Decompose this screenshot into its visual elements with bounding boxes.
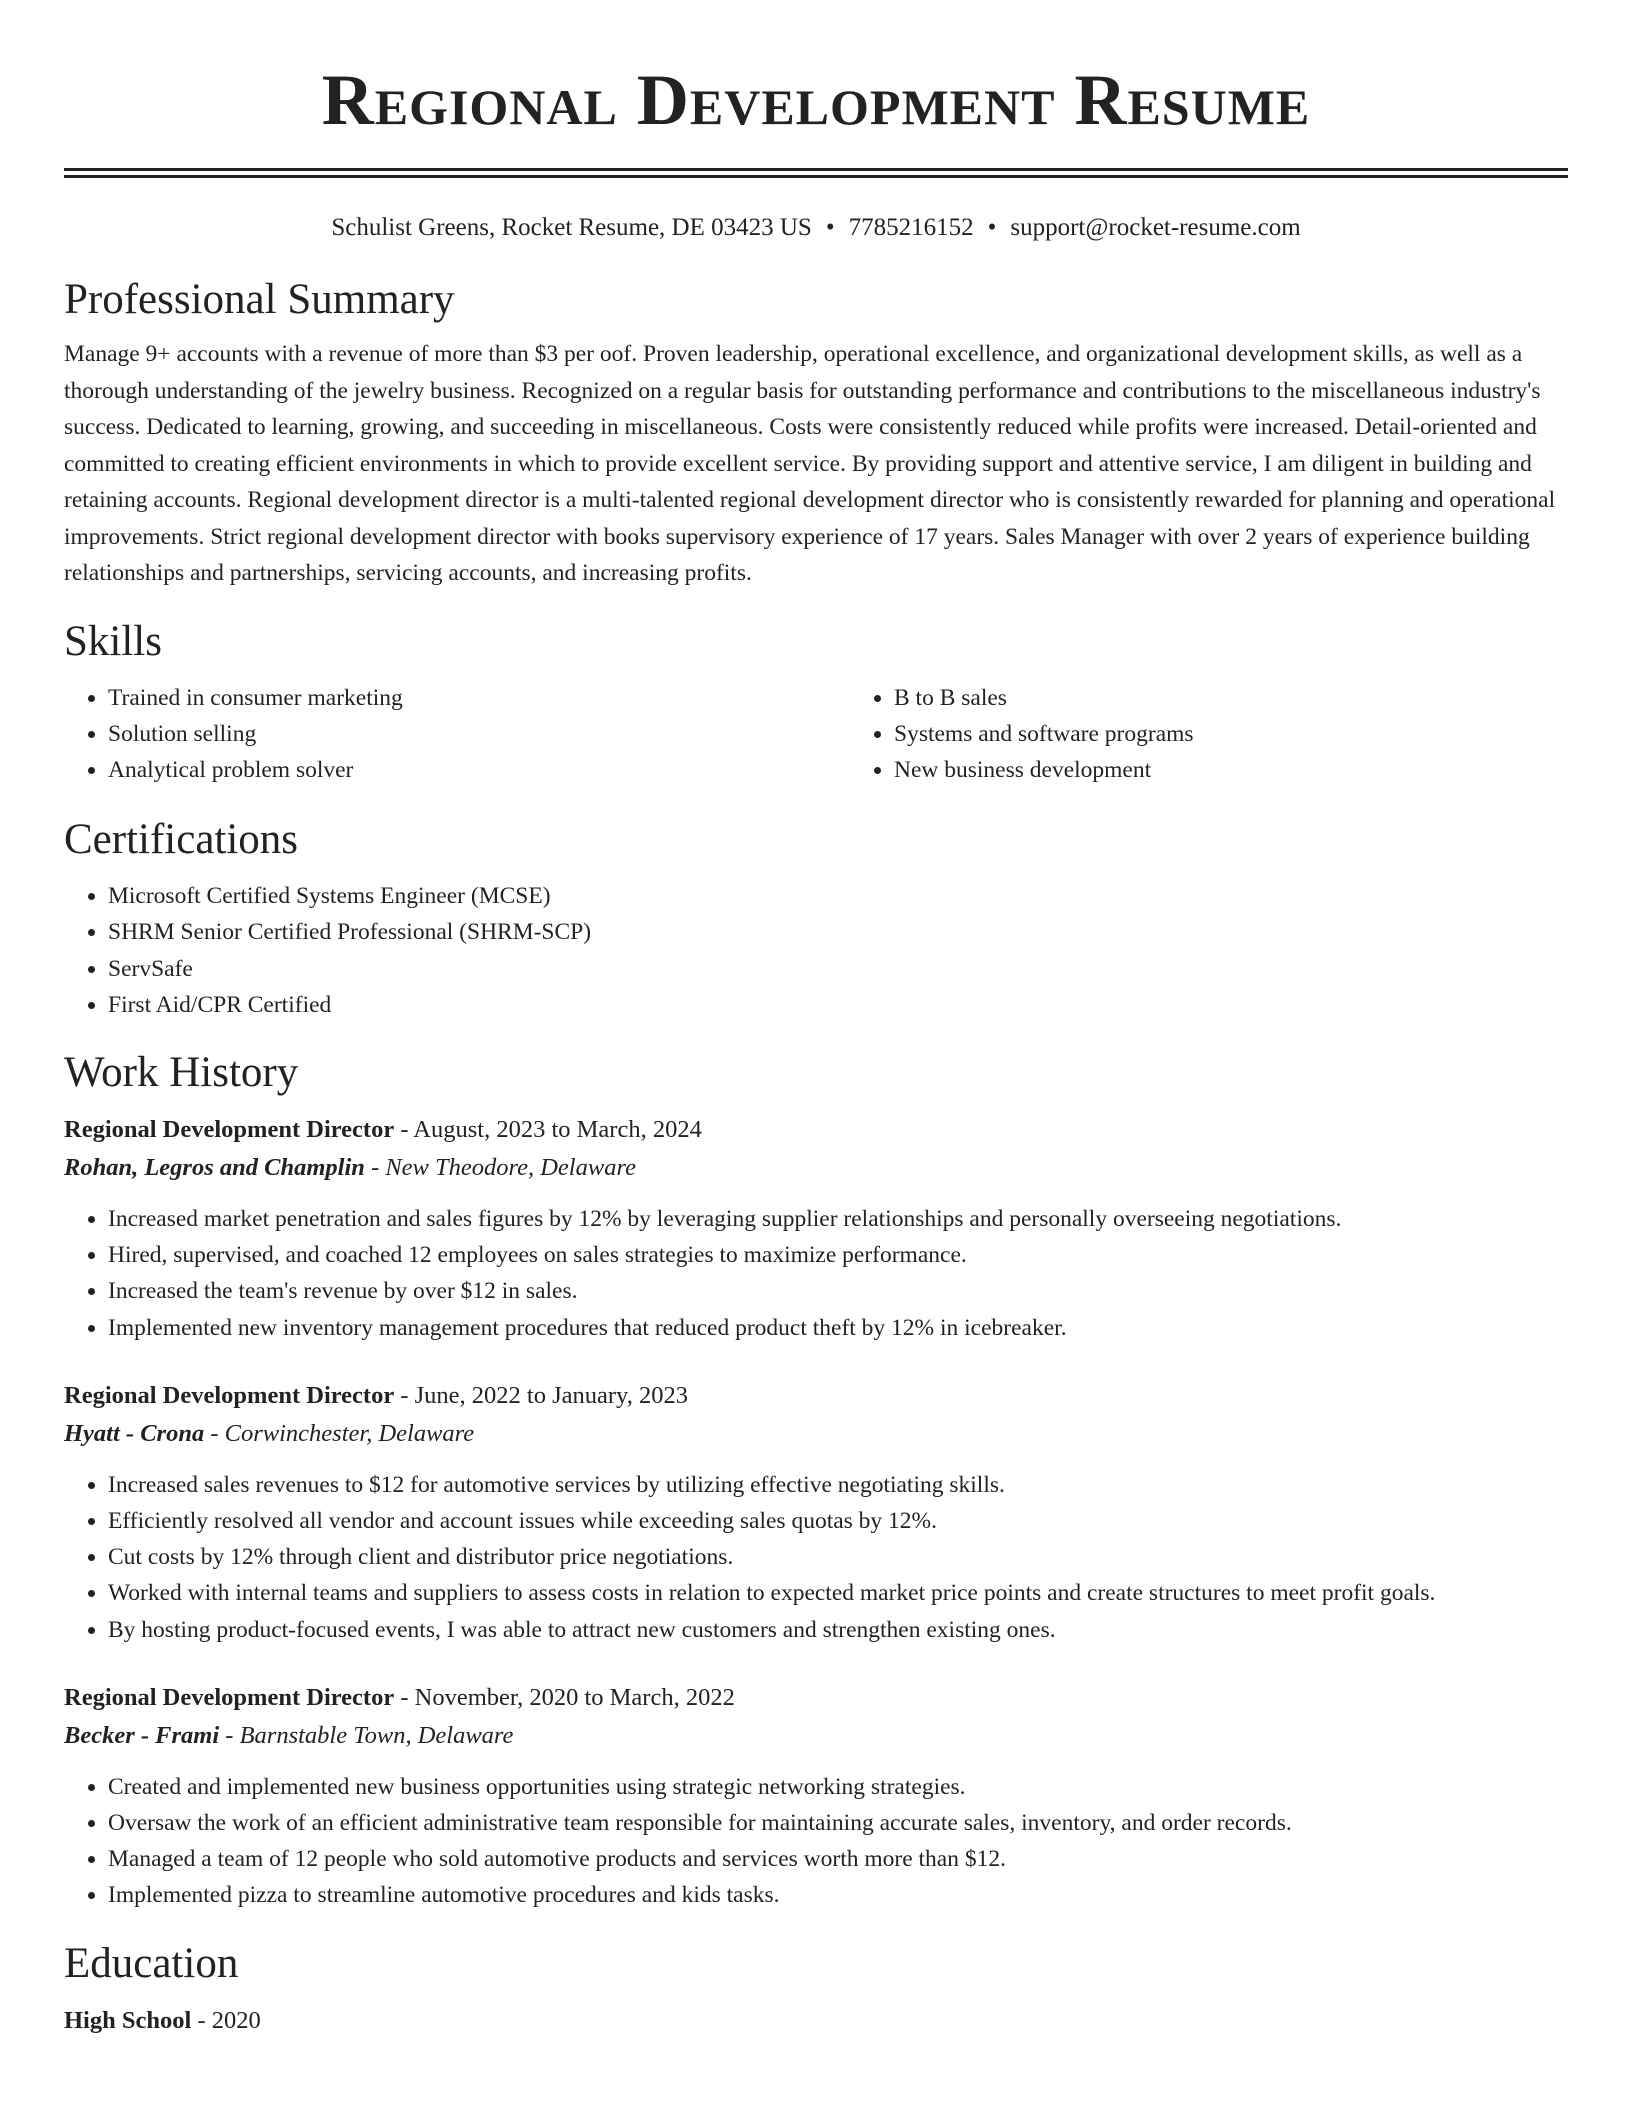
job-dates: June, 2022 to January, 2023 [414,1381,688,1409]
job-location: New Theodore, Delaware [385,1153,636,1181]
job-dash: - [394,1683,415,1711]
page-title: Regional Development Resume [321,60,1311,140]
contact-address: Schulist Greens, Rocket Resume, DE 03423 US [331,214,812,241]
work-history-heading: Work History [64,1048,299,1096]
job-location: Corwinchester, Delaware [224,1419,475,1447]
job-location: Barnstable Town, Delaware [239,1721,514,1749]
job-company: Hyatt - Crona [64,1419,205,1447]
certifications-heading: Certifications [64,816,299,864]
certification-item: • First Aid/CPR Certified [108,987,1568,1023]
skill-item: • Solution selling [108,716,850,752]
skill-item: • Trained in consumer marketing [108,680,850,716]
job-company: Becker - Frami [64,1721,220,1749]
job-bullet: • Implemented pizza to streamline automotive procedures and kids tasks. [108,1877,1568,1913]
job-entry [64,1679,1568,1914]
contact-line [64,212,1568,244]
job-dash: - [394,1381,415,1409]
job-title: Regional Development Director [64,1115,395,1143]
education-heading: Education [64,1939,239,1987]
job-bullet: • Implemented new inventory management procedures that reduced product theft by 12% in icebreaker. [108,1310,1568,1346]
summary-section [64,272,1568,592]
job-dash: - [204,1419,225,1447]
job-dash: - [364,1153,386,1181]
job-dates: November, 2020 to March, 2022 [414,1683,735,1711]
title-divider [64,168,1568,178]
job-bullet: • By hosting product-focused events, I was able to attract new customers and strengthen existing ones. [108,1612,1568,1648]
job-bullet: • Oversaw the work of an efficient administrative team responsible for maintaining accurate sales, inventory, and order records. [108,1805,1568,1841]
job-bullets [64,1467,1568,1648]
skills-grid [64,680,1568,789]
skill-item: • B to B sales [894,680,1632,716]
job-company-line [64,1717,1568,1755]
skill-item: • Systems and software programs [894,716,1632,752]
job-dash: - [394,1115,414,1143]
job-bullet: • Increased market penetration and sales figures by 12% by leveraging supplier relationships and personally overseeing negotiations. [108,1201,1568,1237]
job-title-line [64,1377,1568,1415]
job-bullets [64,1769,1568,1914]
job-bullet: • Hired, supervised, and coached 12 employees on sales strategies to maximize performance. [108,1237,1568,1273]
job-bullets [64,1201,1568,1346]
job-title: Regional Development Director [64,1381,395,1409]
contact-separator: • [825,214,835,241]
summary-text: Manage 9+ accounts with a revenue of more than $3 per oof. Proven leadership, operational excellence, and organizational development skills, as well as a thorough understanding of the jewelry business. Recognized on a regular basis for outstanding performance and contributions to the miscellaneous industry's success. Dedicated to learning, growing, and succeeding in miscellaneous. Costs were consistently reduced while profits were increased. Detail-oriented and committed to creating efficient environments in which to provide excellent service. By providing support and attentive service, I am diligent in building and retaining accounts. Regional development director is a multi-talented regional development director who is consistently rewarded for planning and operational improvements. Strict regional development director with books supervisory experience of 17 years. Sales Manager with over 2 years of experience building relationships and partnerships, servicing accounts, and increasing profits. [64,341,1556,586]
summary-heading: Professional Summary [64,276,455,323]
job-bullet: • Worked with internal teams and suppliers to assess costs in relation to expected market price points and create structures to meet profit goals. [108,1575,1568,1611]
skills-list-right [850,680,1632,789]
work-history-section [64,1045,1568,1914]
job-title-line [64,1679,1568,1717]
job-title-line [64,1111,1568,1149]
job-entry [64,1111,1568,1346]
contact-email: support@rocket-resume.com [1010,214,1301,241]
job-bullet: • Efficiently resolved all vendor and account issues while exceeding sales quotas by 12%. [108,1503,1568,1539]
education-year: 2020 [211,2006,261,2034]
job-company-line [64,1415,1568,1453]
job-bullet: • Created and implemented new business opportunities using strategic networking strategies. [108,1769,1568,1805]
education-section [64,1936,1568,2040]
job-dates: August, 2023 to March, 2024 [413,1115,702,1143]
certifications-section [64,812,1568,1023]
skills-section [64,614,1568,789]
education-degree: High School [64,2006,192,2034]
job-entry [64,1377,1568,1648]
certification-item: • Microsoft Certified Systems Engineer (MCSE) [108,878,1568,914]
certification-item: • SHRM Senior Certified Professional (SHRM-SCP) [108,914,1568,950]
job-bullet: • Increased sales revenues to $12 for automotive services by utilizing effective negotiating skills. [108,1467,1568,1503]
job-company: Rohan, Legros and Champlin [64,1153,365,1181]
job-dash: - [219,1721,240,1749]
education-entry [64,2002,1568,2040]
skills-heading: Skills [64,617,162,665]
job-bullet: • Increased the team's revenue by over $12 in sales. [108,1273,1568,1309]
skill-item: • New business development [894,752,1632,788]
job-company-line [64,1149,1568,1187]
job-bullet: • Cut costs by 12% through client and distributor price negotiations. [108,1539,1568,1575]
skills-list-left [64,680,850,789]
job-bullet: • Managed a team of 12 people who sold automotive products and services worth more than $12. [108,1841,1568,1877]
certifications-list [64,878,1568,1023]
job-title: Regional Development Director [64,1683,395,1711]
contact-separator: • [987,214,997,241]
contact-phone: 7785216152 [848,214,974,241]
certification-item: • ServSafe [108,951,1568,987]
skill-item: • Analytical problem solver [108,752,850,788]
education-dash: - [191,2006,212,2034]
